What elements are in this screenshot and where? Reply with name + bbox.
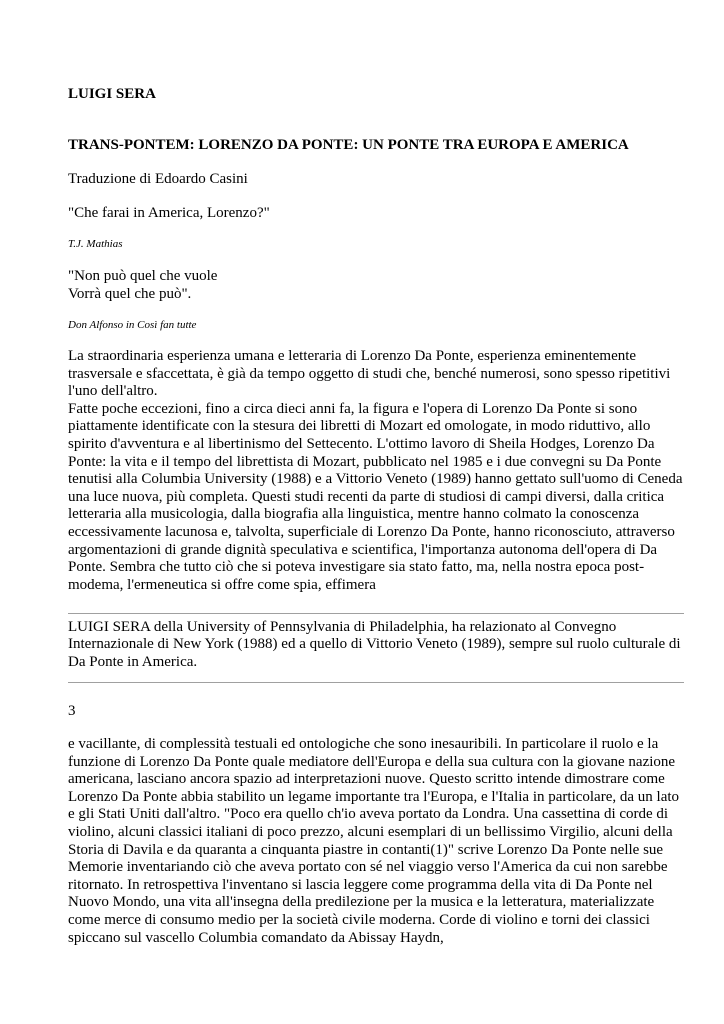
epigraph-attribution-1: T.J. Mathias	[68, 238, 123, 250]
epigraph-quote-2-line-1: "Non può quel che vuole	[68, 268, 218, 284]
footnote-divider-top	[68, 613, 684, 614]
body-paragraph-2: Fatte poche eccezioni, fino a circa dieci anni fa, la figura e l'opera di Lorenzo Da Ponte si sono piattamente identificate con la stesura dei libretti di Mozart ed omologate, in modo riduttivo, allo spirito d'avventura e al libertinismo del Settecento. L'ottimo lavoro di Sheila Hodges, Lorenzo Da Ponte: la vita e il tempo del librettista di Mozart, pubblicato nel 1985 e i due convegni su Da Ponte tenutisi alla Columbia University (1988) e a Vittorio Veneto (1989) hanno gettato sull'uomo di Ceneda una luce nuova, più completa. Questi studi recenti da parte di studiosi di campi diversi, dalla critica letteraria alla musicologia, dalla biografia alla linguistica, mentre hanno colmato la conoscenza eccessivamente lacunosa e, talvolta, superficiale di Lorenzo Da Ponte, hanno riconosciuto, attraverso argomentazioni di grande dignità speculativa e scientifica, l'importanza autonoma dell'opera di Da Ponte. Sembra che tutto ciò che si poteva investigare sia stato fatto, ma, nella nostra epoca post-modema, l'ermeneutica si offre come spia, effimera	[68, 400, 683, 593]
translator-credit: Traduzione di Edoardo Casini	[68, 171, 248, 187]
body-paragraph-3: e vacillante, di complessità testuali ed ontologiche che sono inesauribili. In particolare il ruolo e la funzione di Lorenzo Da Ponte quale mediatore dell'Europa e della sua cultura con la giovane nazione americana, lasciano ancora spazio ad interpretazioni nuove. Questo scritto intende dimostrare come Lorenzo Da Ponte abbia stabilito un legame importante tra l'Europa, e l'Italia in particolare, da un lato e gli Stati Uniti dall'altro. "Poco era quello ch'io aveva portato da Londra. Una cassettina di corde di violino, alcuni classici italiani di poco prezzo, alcuni esemplari di un bellissimo Virgilio, alcuni della Storia di Davila e da quaranta a cinquanta piastre in contanti(1)" scrive Lorenzo Da Ponte nelle sue Memorie inventariando ciò che aveva portato con sé nel viaggio verso l'America da cui non sarebbe ritornato. In retrospettiva l'inventano si lascia leggere come programma della vita di Da Ponte nel Nuovo Mondo, una vita all'insegna della predilezione per la musica e la letteratura, materializzate come merce di consumo medio per la società civile moderna. Corde di violino e torni dei classici spiccano sul vascello Columbia comandato da Abissay Haydn,	[68, 736, 680, 946]
epigraph-quote-2	[68, 267, 217, 303]
epigraph-quote-1: "Che farai in America, Lorenzo?"	[68, 205, 270, 221]
page-number: 3	[68, 703, 76, 719]
author-name: LUIGI SERA	[68, 86, 156, 102]
footnote-divider-bottom	[68, 682, 684, 683]
body-paragraph-1: La straordinaria esperienza umana e letteraria di Lorenzo Da Ponte, esperienza eminentemente trasversale e sfaccettata, è già da tempo oggetto di studi che, benché numerosi, sono spesso ripetitivi l'uno dell'altro.	[68, 348, 671, 400]
author-footnote: LUIGI SERA della University of Pennsylvania di Philadelphia, ha relazionato al Convegno Internazionale di New York (1988) ed a quello di Vittorio Veneto (1989), sempre sul ruolo culturale di Da Ponte in America.	[68, 619, 681, 670]
epigraph-attribution-2: Don Alfonso in Così fan tutte	[68, 319, 197, 331]
body-text-lower	[68, 736, 688, 947]
article-title: TRANS-PONTEM: LORENZO DA PONTE: UN PONTE TRA EUROPA E AMERICA	[68, 137, 629, 153]
epigraph-quote-2-line-2: Vorrà quel che può".	[68, 286, 192, 302]
body-text-upper	[68, 348, 688, 594]
